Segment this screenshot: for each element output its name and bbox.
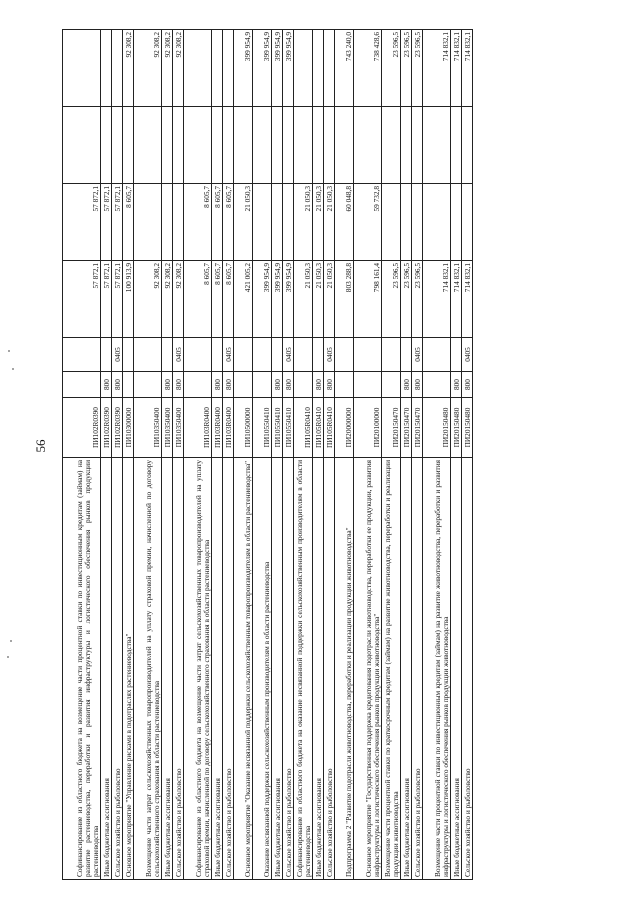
table-row: [223, 30, 234, 880]
table-row: [184, 30, 212, 880]
amount-federal-cell: 23 596,5: [401, 30, 412, 107]
amount-federal-cell: 714 832,1: [423, 30, 451, 107]
target-article-cell: ПИ20150470: [412, 398, 423, 458]
page-number: 56: [33, 439, 48, 453]
expense-type-cell: 800: [324, 372, 335, 398]
amount-regional-cell: 21 050,3: [234, 184, 253, 261]
section-cell: 0405: [283, 338, 294, 372]
section-cell: [401, 338, 412, 372]
amount-other-cell: [234, 107, 253, 184]
section-cell: [294, 338, 313, 372]
amount-federal-cell: 92 308,2: [173, 30, 184, 107]
amount-regional-cell: [412, 184, 423, 261]
amount-other-cell: [451, 107, 462, 184]
amount-other-cell: [212, 107, 223, 184]
amount-other-cell: [423, 107, 451, 184]
section-cell: 0405: [324, 338, 335, 372]
section-cell: [272, 338, 283, 372]
amount-total-cell: 100 913,9: [123, 261, 134, 338]
table-row: [112, 30, 123, 880]
amount-total-cell: 21 050,3: [294, 261, 313, 338]
amount-total-cell: 798 161,4: [354, 261, 382, 338]
amount-total-cell: 714 832,1: [451, 261, 462, 338]
amount-other-cell: [63, 107, 101, 184]
table-row: [423, 30, 451, 880]
expense-type-cell: [134, 372, 162, 398]
amount-total-cell: 57 872,1: [63, 261, 101, 338]
table-row: [173, 30, 184, 880]
amount-total-cell: 57 872,1: [101, 261, 112, 338]
amount-regional-cell: [451, 184, 462, 261]
expense-type-cell: 800: [212, 372, 223, 398]
rotated-page-content: [62, 30, 622, 880]
amount-other-cell: [253, 107, 272, 184]
row-name-cell: Сельское хозяйство и рыболовство: [112, 458, 123, 880]
section-cell: [354, 338, 382, 372]
amount-total-cell: 92 308,2: [134, 261, 162, 338]
expense-type-cell: 800: [412, 372, 423, 398]
target-article-cell: ПИ102R0390: [112, 398, 123, 458]
section-cell: [63, 338, 101, 372]
row-name-cell: Возмещение части процентной ставки по краткосрочным кредитам (займам) на развитие животноводства, переработки и реализации продукции животноводства: [382, 458, 401, 880]
row-name-cell: Возмещение части процентной ставки по инвестиционным кредитам (займам) на развитие животноводства, переработки и развития инфраструктуры и логистического обеспечения рынков продукции животноводства: [423, 458, 451, 880]
amount-federal-cell: 743 240,0: [335, 30, 354, 107]
amount-federal-cell: 23 596,5: [412, 30, 423, 107]
row-name-cell: Иные бюджетные ассигнования: [401, 458, 412, 880]
row-name-cell: Подпрограмма 2 "Развитие подотрасли животноводства, переработки и реализации продукции животноводства": [335, 458, 354, 880]
amount-regional-cell: [283, 184, 294, 261]
amount-other-cell: [123, 107, 134, 184]
target-article-cell: ПИ10500000: [234, 398, 253, 458]
expense-type-cell: [184, 372, 212, 398]
amount-regional-cell: 60 048,8: [335, 184, 354, 261]
section-cell: 0405: [223, 338, 234, 372]
target-article-cell: ПИ10350400: [173, 398, 184, 458]
table-row: [234, 30, 253, 880]
amount-regional-cell: [423, 184, 451, 261]
amount-regional-cell: 21 050,3: [294, 184, 313, 261]
amount-total-cell: 399 954,9: [253, 261, 272, 338]
row-name-cell: Иные бюджетные ассигнования: [101, 458, 112, 880]
amount-other-cell: [324, 107, 335, 184]
amount-federal-cell: [112, 30, 123, 107]
expense-type-cell: 800: [223, 372, 234, 398]
amount-total-cell: 8 605,7: [184, 261, 212, 338]
target-article-cell: ПИ10350400: [134, 398, 162, 458]
amount-regional-cell: 57 872,1: [101, 184, 112, 261]
section-cell: [212, 338, 223, 372]
amount-federal-cell: [184, 30, 212, 107]
expense-type-cell: 800: [313, 372, 324, 398]
amount-regional-cell: 8 605,7: [212, 184, 223, 261]
target-article-cell: ПИ105R0410: [294, 398, 313, 458]
section-cell: [101, 338, 112, 372]
amount-regional-cell: [462, 184, 473, 261]
target-article-cell: ПИ105R0410: [313, 398, 324, 458]
amount-federal-cell: 399 954,9: [272, 30, 283, 107]
expense-type-cell: [423, 372, 451, 398]
expense-type-cell: [294, 372, 313, 398]
row-name-cell: Софинансирование из областного бюджета на возмещение части затрат сельскохозяйственных товаропроизводителей на уплату страховой премии, начисленной по договору сельскохозяйственного страхования в области растениеводства: [184, 458, 212, 880]
amount-other-cell: [313, 107, 324, 184]
section-cell: [123, 338, 134, 372]
row-name-cell: Сельское хозяйство и рыболовство: [412, 458, 423, 880]
amount-total-cell: 399 954,9: [272, 261, 283, 338]
amount-federal-cell: 92 308,2: [134, 30, 162, 107]
expense-type-cell: 800: [462, 372, 473, 398]
amount-regional-cell: 8 605,7: [184, 184, 212, 261]
amount-federal-cell: 738 428,6: [354, 30, 382, 107]
amount-federal-cell: [63, 30, 101, 107]
target-article-cell: ПИ20150470: [401, 398, 412, 458]
amount-total-cell: 23 596,5: [401, 261, 412, 338]
expense-type-cell: 800: [101, 372, 112, 398]
amount-other-cell: [335, 107, 354, 184]
row-name-cell: Сельское хозяйство и рыболовство: [283, 458, 294, 880]
amount-regional-cell: [134, 184, 162, 261]
section-cell: [382, 338, 401, 372]
section-cell: [253, 338, 272, 372]
amount-other-cell: [294, 107, 313, 184]
section-cell: 0405: [112, 338, 123, 372]
target-article-cell: ПИ20100000: [354, 398, 382, 458]
target-article-cell: ПИ103R0400: [223, 398, 234, 458]
table-row: [313, 30, 324, 880]
expense-type-cell: 800: [283, 372, 294, 398]
table-row: [451, 30, 462, 880]
expense-type-cell: [123, 372, 134, 398]
row-name-cell: Возмещение части затрат сельскохозяйственных товаропроизводителей на уплату страховой премии, начисленной по договору сельскохозяйственного страхования в области растениеводства: [134, 458, 162, 880]
amount-regional-cell: 21 050,3: [324, 184, 335, 261]
amount-other-cell: [223, 107, 234, 184]
amount-regional-cell: [401, 184, 412, 261]
target-article-cell: ПИ20150480: [462, 398, 473, 458]
amount-total-cell: 714 832,1: [462, 261, 473, 338]
row-name-cell: Иные бюджетные ассигнования: [313, 458, 324, 880]
amount-total-cell: 399 954,9: [283, 261, 294, 338]
table-row: [335, 30, 354, 880]
expense-type-cell: 800: [162, 372, 173, 398]
amount-total-cell: 421 005,2: [234, 261, 253, 338]
amount-other-cell: [382, 107, 401, 184]
table-row: [123, 30, 134, 880]
amount-federal-cell: [313, 30, 324, 107]
amount-federal-cell: [294, 30, 313, 107]
expense-type-cell: [63, 372, 101, 398]
section-cell: [134, 338, 162, 372]
table-row: [412, 30, 423, 880]
amount-other-cell: [173, 107, 184, 184]
expense-type-cell: 800: [401, 372, 412, 398]
table-row: [162, 30, 173, 880]
amount-total-cell: 92 308,2: [173, 261, 184, 338]
expense-type-cell: 800: [173, 372, 184, 398]
row-name-cell: Основное мероприятие "Оказание несвязанной поддержки сельскохозяйственным товаропроизводителям в области растениеводства": [234, 458, 253, 880]
amount-total-cell: 21 050,3: [313, 261, 324, 338]
amount-other-cell: [401, 107, 412, 184]
amount-total-cell: 8 605,7: [223, 261, 234, 338]
expense-type-cell: [234, 372, 253, 398]
row-name-cell: Софинансирование из областного бюджета на оказание несвязанной поддержки сельскохозяйственным производителям в области растениеводства: [294, 458, 313, 880]
amount-federal-cell: 92 308,2: [162, 30, 173, 107]
table-row: [294, 30, 313, 880]
amount-federal-cell: [324, 30, 335, 107]
amount-regional-cell: 59 732,8: [354, 184, 382, 261]
table-row: [212, 30, 223, 880]
table-row: [253, 30, 272, 880]
row-name-cell: Сельское хозяйство и рыболовство: [462, 458, 473, 880]
budget-table: [62, 29, 473, 880]
row-name-cell: Иные бюджетные ассигнования: [272, 458, 283, 880]
amount-other-cell: [112, 107, 123, 184]
expense-type-cell: 800: [272, 372, 283, 398]
amount-regional-cell: [272, 184, 283, 261]
expense-type-cell: [335, 372, 354, 398]
amount-other-cell: [283, 107, 294, 184]
section-cell: [234, 338, 253, 372]
amount-other-cell: [184, 107, 212, 184]
amount-federal-cell: 399 954,9: [234, 30, 253, 107]
table-row: [401, 30, 412, 880]
table-row: [272, 30, 283, 880]
target-article-cell: ПИ10300000: [123, 398, 134, 458]
amount-federal-cell: 714 832,1: [451, 30, 462, 107]
row-name-cell: Софинансирование из областного бюджета на возмещение части процентной ставки по инвестиционным кредитам (займам) на развитие растениеводства, переработки и развития инфраструктуры и логистического обеспечения рынков продукции растениеводства: [63, 458, 101, 880]
amount-other-cell: [462, 107, 473, 184]
amount-regional-cell: [173, 184, 184, 261]
target-article-cell: ПИ102R0390: [101, 398, 112, 458]
target-article-cell: ПИ20150480: [451, 398, 462, 458]
amount-other-cell: [354, 107, 382, 184]
target-article-cell: ПИ102R0390: [63, 398, 101, 458]
section-cell: 0405: [173, 338, 184, 372]
target-article-cell: ПИ10550410: [272, 398, 283, 458]
table-row: [382, 30, 401, 880]
target-article-cell: ПИ10550410: [283, 398, 294, 458]
row-name-cell: Сельское хозяйство и рыболовство: [324, 458, 335, 880]
target-article-cell: ПИ20150470: [382, 398, 401, 458]
amount-regional-cell: 57 872,1: [63, 184, 101, 261]
amount-federal-cell: [101, 30, 112, 107]
amount-regional-cell: 21 050,3: [313, 184, 324, 261]
table-row: [324, 30, 335, 880]
row-name-cell: Сельское хозяйство и рыболовство: [223, 458, 234, 880]
row-name-cell: Иные бюджетные ассигнования: [451, 458, 462, 880]
scan-specks: [5, 0, 17, 905]
target-article-cell: ПИ10350400: [162, 398, 173, 458]
section-cell: [162, 338, 173, 372]
amount-regional-cell: [253, 184, 272, 261]
amount-total-cell: 8 605,7: [212, 261, 223, 338]
section-cell: [451, 338, 462, 372]
amount-total-cell: 23 596,5: [412, 261, 423, 338]
amount-regional-cell: [162, 184, 173, 261]
amount-regional-cell: 8 605,7: [223, 184, 234, 261]
amount-other-cell: [134, 107, 162, 184]
section-cell: [423, 338, 451, 372]
section-cell: 0405: [462, 338, 473, 372]
table-row: [63, 30, 101, 880]
target-article-cell: ПИ105R0410: [324, 398, 335, 458]
budget-table-body: [63, 30, 473, 880]
expense-type-cell: [253, 372, 272, 398]
amount-federal-cell: [212, 30, 223, 107]
expense-type-cell: [354, 372, 382, 398]
row-name-cell: Иные бюджетные ассигнования: [162, 458, 173, 880]
target-article-cell: ПИ103R0400: [184, 398, 212, 458]
amount-federal-cell: 23 596,5: [382, 30, 401, 107]
target-article-cell: ПИ103R0400: [212, 398, 223, 458]
amount-other-cell: [162, 107, 173, 184]
table-row: [101, 30, 112, 880]
row-name-cell: Оказание несвязанной поддержки сельскохозяйственным производителям в области растениеводства: [253, 458, 272, 880]
amount-federal-cell: 92 308,2: [123, 30, 134, 107]
expense-type-cell: [382, 372, 401, 398]
amount-federal-cell: 399 954,9: [283, 30, 294, 107]
amount-regional-cell: 57 872,1: [112, 184, 123, 261]
row-name-cell: Сельское хозяйство и рыболовство: [173, 458, 184, 880]
section-cell: 0405: [412, 338, 423, 372]
amount-federal-cell: [223, 30, 234, 107]
section-cell: [313, 338, 324, 372]
row-name-cell: Основное мероприятие "Государственная поддержка кредитования подотрасли животноводства, переработки ее продукции, развития инфраструктуры и логистического обеспечения рынков продукции животноводства": [354, 458, 382, 880]
amount-total-cell: 21 050,3: [324, 261, 335, 338]
amount-other-cell: [101, 107, 112, 184]
section-cell: [335, 338, 354, 372]
expense-type-cell: 800: [451, 372, 462, 398]
table-row: [354, 30, 382, 880]
table-row: [283, 30, 294, 880]
amount-total-cell: 57 872,1: [112, 261, 123, 338]
amount-total-cell: 92 308,2: [162, 261, 173, 338]
amount-total-cell: 714 832,1: [423, 261, 451, 338]
amount-total-cell: 803 288,8: [335, 261, 354, 338]
row-name-cell: Иные бюджетные ассигнования: [212, 458, 223, 880]
amount-federal-cell: 399 954,9: [253, 30, 272, 107]
amount-other-cell: [412, 107, 423, 184]
table-row: [462, 30, 473, 880]
amount-other-cell: [272, 107, 283, 184]
target-article-cell: ПИ20000000: [335, 398, 354, 458]
expense-type-cell: 800: [112, 372, 123, 398]
target-article-cell: ПИ10550410: [253, 398, 272, 458]
amount-regional-cell: 8 605,7: [123, 184, 134, 261]
amount-regional-cell: [382, 184, 401, 261]
section-cell: [184, 338, 212, 372]
table-row: [134, 30, 162, 880]
row-name-cell: Основное мероприятие "Управление рисками в подотраслях растениеводства": [123, 458, 134, 880]
target-article-cell: ПИ20150480: [423, 398, 451, 458]
amount-total-cell: 23 596,5: [382, 261, 401, 338]
amount-federal-cell: 714 832,1: [462, 30, 473, 107]
